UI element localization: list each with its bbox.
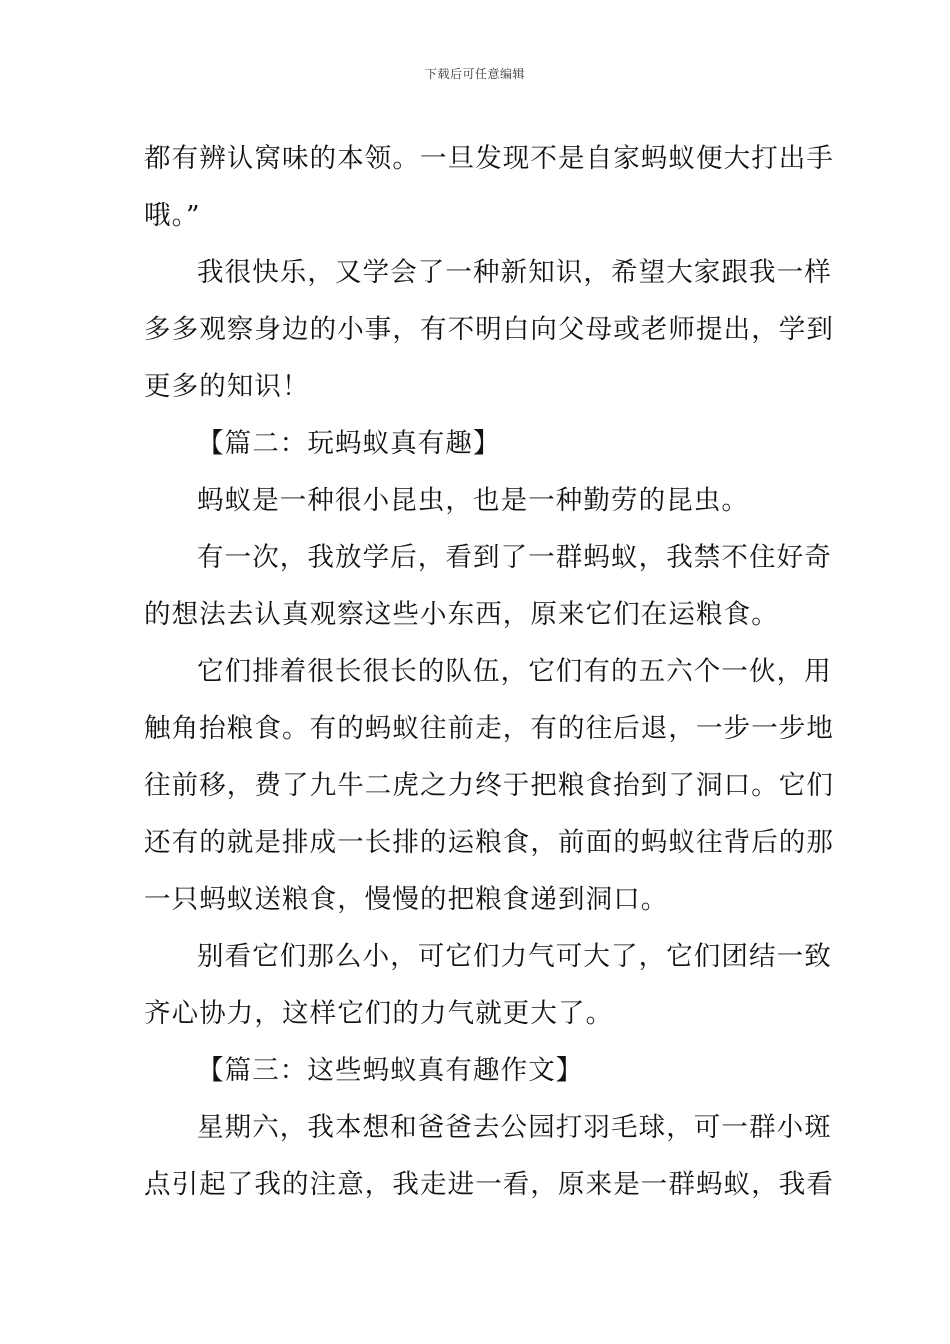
paragraph-start-line: 我很快乐，又学会了一种新知识，希望大家跟我一样 — [197, 257, 832, 288]
page-header-note: 下载后可任意编辑 — [424, 67, 525, 81]
text-line: 还有的就是排成一长排的运粮食，前面的蚂蚁往背后的那 — [144, 827, 834, 858]
paragraph-start-line: 它们排着很长很长的队伍，它们有的五六个一伙，用 — [197, 656, 832, 687]
document-body — [144, 130, 834, 1213]
text-line: 多多观察身边的小事，有不明白向父母或老师提出，学到 — [144, 314, 834, 345]
text-line: 哦。” — [144, 200, 201, 231]
text-line: 一只蚂蚁送粮食，慢慢的把粮食递到洞口。 — [144, 884, 669, 915]
text-line: 的想法去认真观察这些小东西，原来它们在运粮食。 — [144, 599, 779, 630]
text-line: 触角抬粮食。有的蚂蚁往前走，有的往后退，一步一步地 — [144, 713, 834, 744]
text-line: 都有辨认窝味的本领。一旦发现不是自家蚂蚁便大打出手 — [144, 143, 834, 174]
text-line: 更多的知识！ — [144, 371, 310, 402]
paragraph-start-line: 蚂蚁是一种很小昆虫，也是一种勤劳的昆虫。 — [197, 485, 749, 516]
text-line: 齐心协力，这样它们的力气就更大了。 — [144, 998, 614, 1029]
section-heading-2: 【篇二：玩蚂蚁真有趣】 — [197, 428, 501, 459]
paragraph-start-line: 有一次，我放学后，看到了一群蚂蚁，我禁不住好奇 — [197, 542, 832, 573]
text-line: 往前移，费了九牛二虎之力终于把粮食抬到了洞口。它们 — [144, 770, 834, 801]
section-heading-3: 【篇三：这些蚂蚁真有趣作文】 — [197, 1055, 584, 1086]
paragraph-start-line: 星期六，我本想和爸爸去公园打羽毛球，可一群小斑 — [197, 1112, 832, 1143]
paragraph-start-line: 别看它们那么小，可它们力气可大了，它们团结一致 — [197, 941, 832, 972]
text-line: 点引起了我的注意，我走进一看，原来是一群蚂蚁，我看 — [144, 1169, 834, 1200]
